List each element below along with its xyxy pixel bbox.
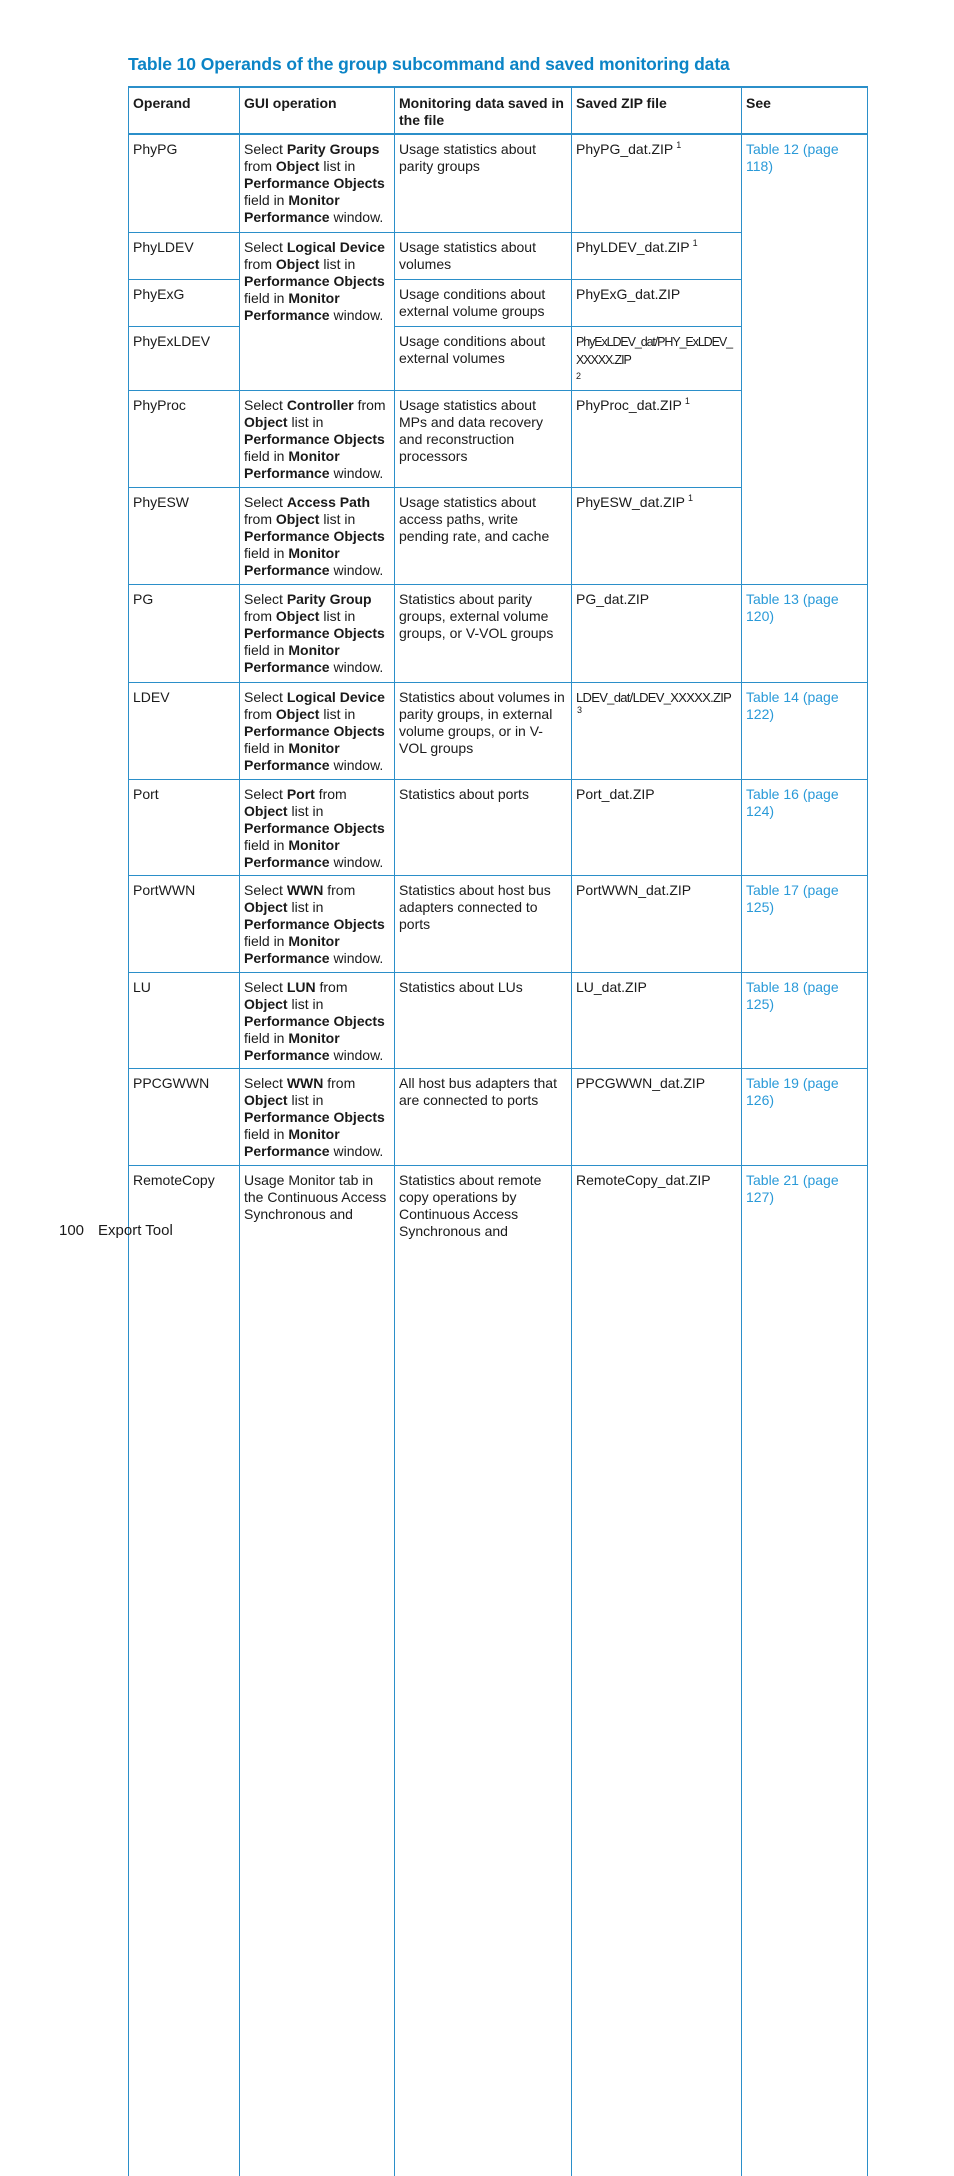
see-cell xyxy=(742,1068,868,1165)
zip-cell: LDEV_dat/LDEV_XXXXX.ZIP$^3$ xyxy=(572,682,742,779)
operand-cell: PhyESW xyxy=(129,487,240,584)
monitoring-cell: Statistics about volumes in parity groups, in external volume groups, or in V-VOL groups xyxy=(395,682,572,779)
page-footer xyxy=(59,1222,173,1239)
header-monitoring-data: Monitoring data saved in the file xyxy=(395,87,572,134)
see-cell xyxy=(742,584,868,682)
cross-reference-link[interactable]: Table 18 (page 125) xyxy=(746,978,839,1012)
table-row xyxy=(129,1068,868,1165)
gui-operation-cell: Select Logical Device from Object list in Performance Objects field in Monitor Performance window. xyxy=(240,682,395,779)
gui-operation-cell: Select Port from Object list in Performance Objects field in Monitor Performance window. xyxy=(240,779,395,875)
monitoring-cell: Usage statistics about MPs and data recovery and reconstruction processors xyxy=(395,390,572,487)
zip-cell: PhyExG_dat.ZIP xyxy=(572,279,742,326)
zip-cell: Port_dat.ZIP xyxy=(572,779,742,875)
footnote-marker: 3 xyxy=(577,704,583,715)
section-title: Export Tool xyxy=(98,1222,173,1239)
monitoring-cell: Statistics about LUs xyxy=(395,972,572,1068)
zip-cell: PhyESW_dat.ZIP $^1$ xyxy=(572,487,742,584)
operand-cell: Port xyxy=(129,779,240,875)
see-cell xyxy=(742,875,868,972)
zip-cell: PortWWN_dat.ZIP xyxy=(572,875,742,972)
table-row xyxy=(129,875,868,972)
footnote-marker: 1 xyxy=(692,237,698,248)
table-row xyxy=(129,972,868,1068)
operand-cell: PPCGWWN xyxy=(129,1068,240,1165)
gui-operation-cell: Select Logical Device from Object list in Performance Objects field in Monitor Performance window. xyxy=(240,232,395,390)
header-gui-operation: GUI operation xyxy=(240,87,395,134)
operand-cell: LU xyxy=(129,972,240,1068)
cross-reference-link[interactable]: Table 19 (page 126) xyxy=(746,1074,839,1108)
operand-cell: PhyExLDEV xyxy=(129,326,240,390)
monitoring-cell: Usage conditions about external volumes xyxy=(395,326,572,390)
operand-cell: PortWWN xyxy=(129,875,240,972)
gui-operation-cell: Select LUN from Object list in Performance Objects field in Monitor Performance window. xyxy=(240,972,395,1068)
header-saved-zip: Saved ZIP file xyxy=(572,87,742,134)
table-row xyxy=(129,1165,868,2176)
monitoring-cell: Statistics about remote copy operations by Continuous Access Synchronous and xyxy=(395,1165,572,2176)
zip-cell: PhyProc_dat.ZIP $^1$ xyxy=(572,390,742,487)
table-row xyxy=(129,134,868,232)
cross-reference-link[interactable]: Table 14 (page 122) xyxy=(746,688,839,722)
operand-cell: PhyPG xyxy=(129,134,240,232)
footnote-marker: 1 xyxy=(684,395,690,406)
zip-cell: LU_dat.ZIP xyxy=(572,972,742,1068)
header-operand: Operand xyxy=(129,87,240,134)
zip-cell: PhyExLDEV_dat/PHY_ExLDEV_XXXXX.ZIP $^2$ xyxy=(572,326,742,390)
cross-reference-link[interactable]: Table 16 (page 124) xyxy=(746,785,839,819)
monitoring-cell: All host bus adapters that are connected to ports xyxy=(395,1068,572,1165)
cross-reference-link[interactable]: Table 21 (page 127) xyxy=(746,1171,839,1205)
zip-cell: RemoteCopy_dat.ZIP xyxy=(572,1165,742,2176)
see-cell xyxy=(742,1165,868,2176)
footnote-marker: 1 xyxy=(687,492,693,503)
table-row xyxy=(129,779,868,875)
cross-reference-link[interactable]: Table 12 (page 118) xyxy=(746,141,839,174)
zip-cell: PhyPG_dat.ZIP $^1$ xyxy=(572,134,742,232)
operand-cell: PhyProc xyxy=(129,390,240,487)
cross-reference-link[interactable]: Table 13 (page 120) xyxy=(746,590,839,624)
monitoring-cell: Statistics about ports xyxy=(395,779,572,875)
footnote-marker: 1 xyxy=(676,140,682,150)
operand-cell: RemoteCopy xyxy=(129,1165,240,2176)
see-cell xyxy=(742,682,868,779)
gui-operation-cell: Select Controller from Object list in Performance Objects field in Monitor Performance window. xyxy=(240,390,395,487)
gui-operation-cell: Select WWN from Object list in Performance Objects field in Monitor Performance window. xyxy=(240,1068,395,1165)
table-row xyxy=(129,584,868,682)
monitoring-cell: Usage statistics about access paths, write pending rate, and cache xyxy=(395,487,572,584)
zip-cell: PPCGWWN_dat.ZIP xyxy=(572,1068,742,1165)
operands-table xyxy=(128,86,868,2176)
page-number: 100 xyxy=(59,1222,85,1239)
gui-operation-cell: Select Access Path from Object list in Performance Objects field in Monitor Performance window. xyxy=(240,487,395,584)
operand-cell: PG xyxy=(129,584,240,682)
gui-operation-cell: Usage Monitor tab in the Continuous Access Synchronous and xyxy=(240,1165,395,2176)
gui-operation-cell: Select WWN from Object list in Performance Objects field in Monitor Performance window. xyxy=(240,875,395,972)
header-see: See xyxy=(742,87,868,134)
cross-reference-link[interactable]: Table 17 (page 125) xyxy=(746,881,839,915)
see-cell xyxy=(742,134,868,584)
table-row xyxy=(129,682,868,779)
monitoring-cell: Usage statistics about volumes xyxy=(395,232,572,279)
gui-operation-cell: Select Parity Group from Object list in Performance Objects field in Monitor Performance window. xyxy=(240,584,395,682)
footnote-marker: 2 xyxy=(576,370,582,381)
gui-operation-cell: Select Parity Groups from Object list in Performance Objects field in Monitor Performance window. xyxy=(240,134,395,232)
monitoring-cell: Usage conditions about external volume groups xyxy=(395,279,572,326)
monitoring-cell: Usage statistics about parity groups xyxy=(395,134,572,232)
see-cell xyxy=(742,972,868,1068)
operand-cell: PhyLDEV xyxy=(129,232,240,279)
zip-cell: PG_dat.ZIP xyxy=(572,584,742,682)
table-header-row xyxy=(129,87,868,134)
monitoring-cell: Statistics about parity groups, external volume groups, or V-VOL groups xyxy=(395,584,572,682)
see-cell xyxy=(742,779,868,875)
zip-cell: PhyLDEV_dat.ZIP $^1$ xyxy=(572,232,742,279)
operand-cell: LDEV xyxy=(129,682,240,779)
monitoring-cell: Statistics about host bus adapters connected to ports xyxy=(395,875,572,972)
table-caption: Table 10 Operands of the group subcommand and saved monitoring data xyxy=(128,54,730,74)
operand-cell: PhyExG xyxy=(129,279,240,326)
